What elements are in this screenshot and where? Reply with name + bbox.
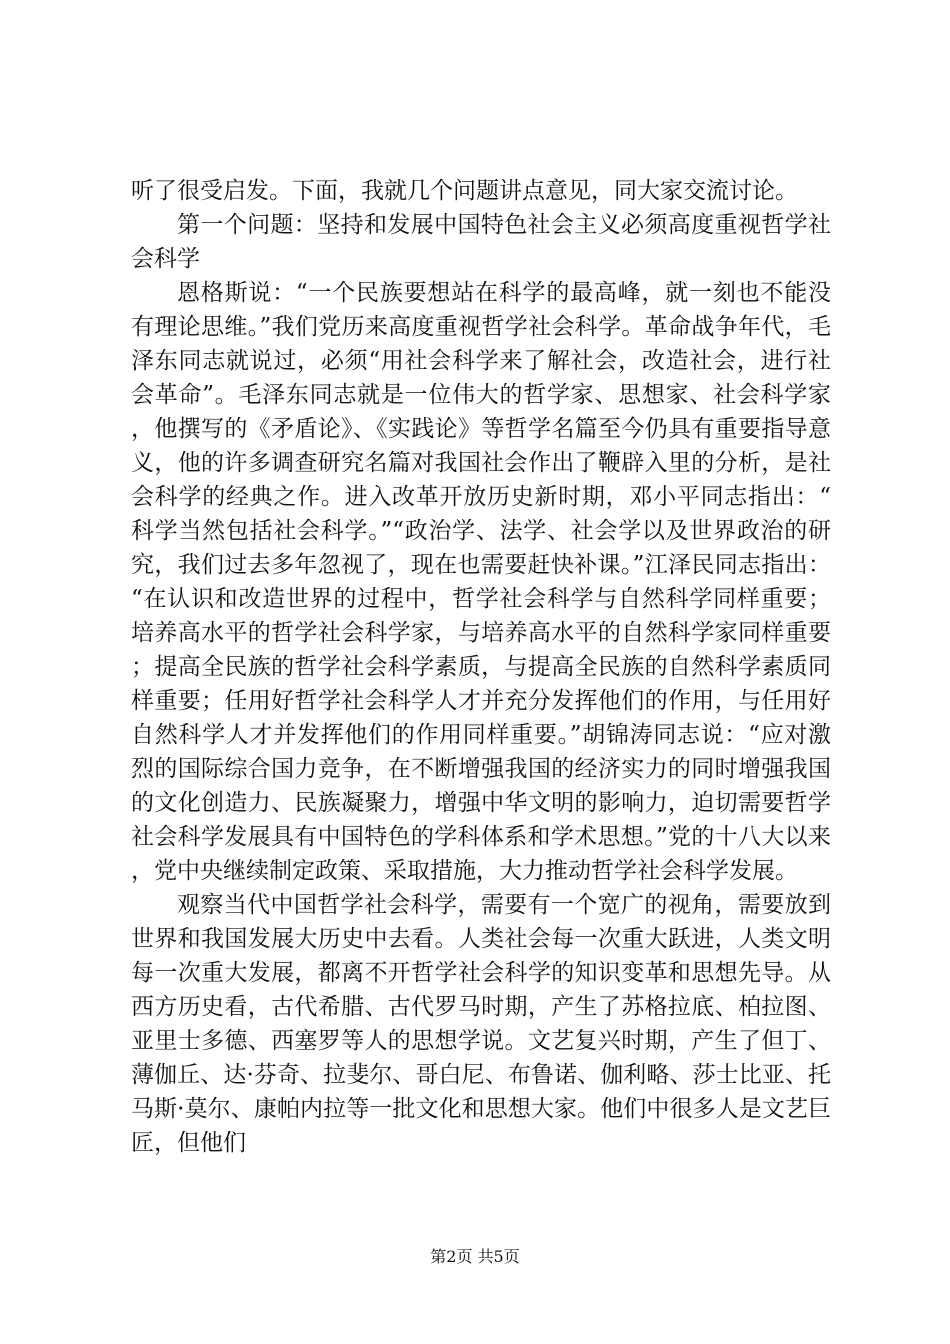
section-heading: 第一个问题：坚持和发展中国特色社会主义必须高度重视哲学社会科学 <box>131 212 831 272</box>
paragraph-continuation: 听了很受启发。下面，我就几个问题讲点意见，同大家交流讨论。 <box>131 178 798 204</box>
page-number-footer: 第2页 共5页 <box>430 1247 520 1266</box>
paragraph: 观察当代中国哲学社会科学，需要有一个宽广的视角，需要放到世界和我国发展大历史中去看。人类社会每一次重大跃进，人类文明每一次重大发展，都离不开哲学社会科学的知识变革和思想先导。从西方历史看，古代希腊、古代罗马时期，产生了苏格拉底、柏拉图、亚里士多德、西塞罗等人的思想学说。文艺复兴时期，产生了但丁、薄伽丘、达·芬奇、拉斐尔、哥白尼、布鲁诺、伽利略、莎士比亚、托马斯·莫尔、康帕内拉等一批文化和思想大家。他们中很多人是文艺巨匠，但他们 <box>131 892 831 1156</box>
document-body <box>131 174 831 1160</box>
paragraph: 恩格斯说：“一个民族要想站在科学的最高峰，就一刻也不能没有理论思维。”我们党历来高度重视哲学社会科学。革命战争年代，毛泽东同志就说过，必须“用社会科学来了解社会，改造社会，进行社会革命”。毛泽东同志就是一位伟大的哲学家、思想家、社会科学家，他撰写的《矛盾论》、《实践论》等哲学名篇至今仍具有重要指导意义，他的许多调查研究名篇对我国社会作出了鞭辟入里的分析，是社会科学的经典之作。进入改革开放历史新时期，邓小平同志指出：“科学当然包括社会科学。”“政治学、法学、社会学以及世界政治的研究，我们过去多年忽视了，现在也需要赶快补课。”江泽民同志指出：“在认识和改造世界的过程中，哲学社会科学与自然科学同样重要；培养高水平的哲学社会科学家，与培养高水平的自然科学家同样重要；提高全民族的哲学社会科学素质，与提高全民族的自然科学素质同样重要；任用好哲学社会科学人才并充分发挥他们的作用，与任用好自然科学人才并发挥他们的作用同样重要。”胡锦涛同志说：“应对激烈的国际综合国力竞争，在不断增强我国的经济实力的同时增强我国的文化创造力、民族凝聚力，增强中华文明的影响力，迫切需要哲学社会科学发展具有中国特色的学科体系和学术思想。”党的十八大以来，党中央继续制定政策、采取措施，大力推动哲学社会科学发展。 <box>131 280 831 884</box>
